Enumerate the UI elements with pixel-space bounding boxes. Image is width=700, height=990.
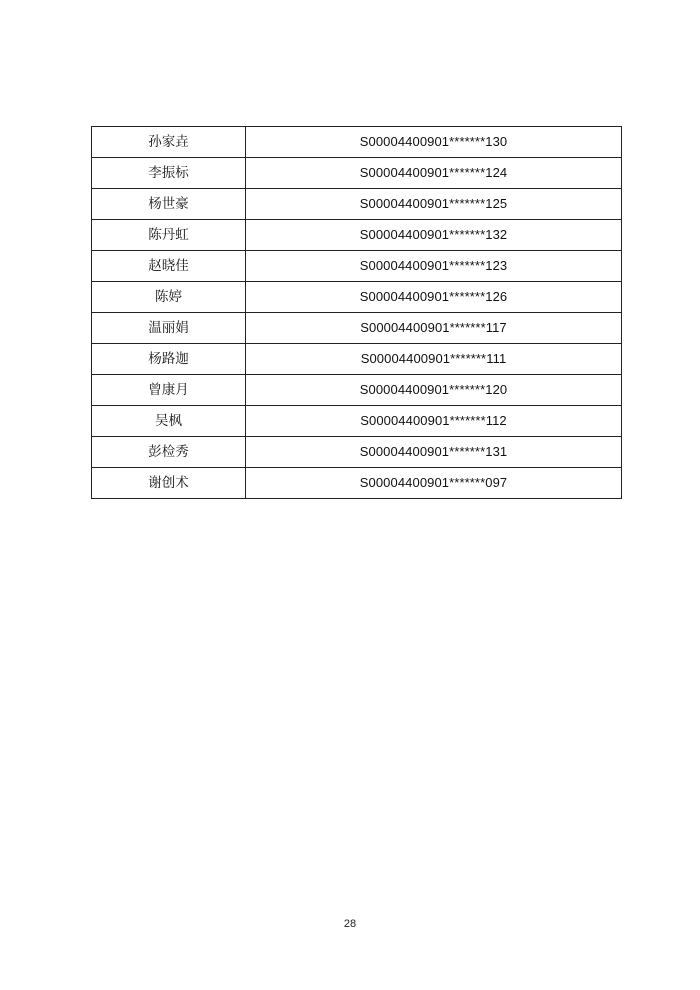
page-number: 28 xyxy=(343,918,357,930)
name-cell: 彭检秀 xyxy=(92,437,246,468)
id-cell: S00004400901*******131 xyxy=(246,437,622,468)
table-row xyxy=(92,313,622,344)
table-row xyxy=(92,468,622,499)
id-cell: S00004400901*******123 xyxy=(246,251,622,282)
id-cell: S00004400901*******097 xyxy=(246,468,622,499)
name-cell: 曾康月 xyxy=(92,375,246,406)
table-row xyxy=(92,251,622,282)
table-row xyxy=(92,282,622,313)
id-cell: S00004400901*******120 xyxy=(246,375,622,406)
table-row xyxy=(92,437,622,468)
table-row xyxy=(92,127,622,158)
id-cell: S00004400901*******132 xyxy=(246,220,622,251)
id-cell: S00004400901*******124 xyxy=(246,158,622,189)
id-cell: S00004400901*******111 xyxy=(246,344,622,375)
table-row xyxy=(92,344,622,375)
table-row xyxy=(92,158,622,189)
table-row xyxy=(92,375,622,406)
table-row xyxy=(92,189,622,220)
id-cell: S00004400901*******117 xyxy=(246,313,622,344)
id-cell: S00004400901*******112 xyxy=(246,406,622,437)
name-cell: 温丽娟 xyxy=(92,313,246,344)
table-row xyxy=(92,220,622,251)
id-cell: S00004400901*******130 xyxy=(246,127,622,158)
name-cell: 吴枫 xyxy=(92,406,246,437)
name-cell: 李振标 xyxy=(92,158,246,189)
id-cell: S00004400901*******125 xyxy=(246,189,622,220)
table-row xyxy=(92,406,622,437)
name-cell: 谢创术 xyxy=(92,468,246,499)
name-cell: 陈婷 xyxy=(92,282,246,313)
name-cell: 孙家垚 xyxy=(92,127,246,158)
name-cell: 杨世豪 xyxy=(92,189,246,220)
name-cell: 陈丹虹 xyxy=(92,220,246,251)
name-cell: 杨路迦 xyxy=(92,344,246,375)
name-cell: 赵晓佳 xyxy=(92,251,246,282)
id-cell: S00004400901*******126 xyxy=(246,282,622,313)
roster-table xyxy=(91,126,622,499)
